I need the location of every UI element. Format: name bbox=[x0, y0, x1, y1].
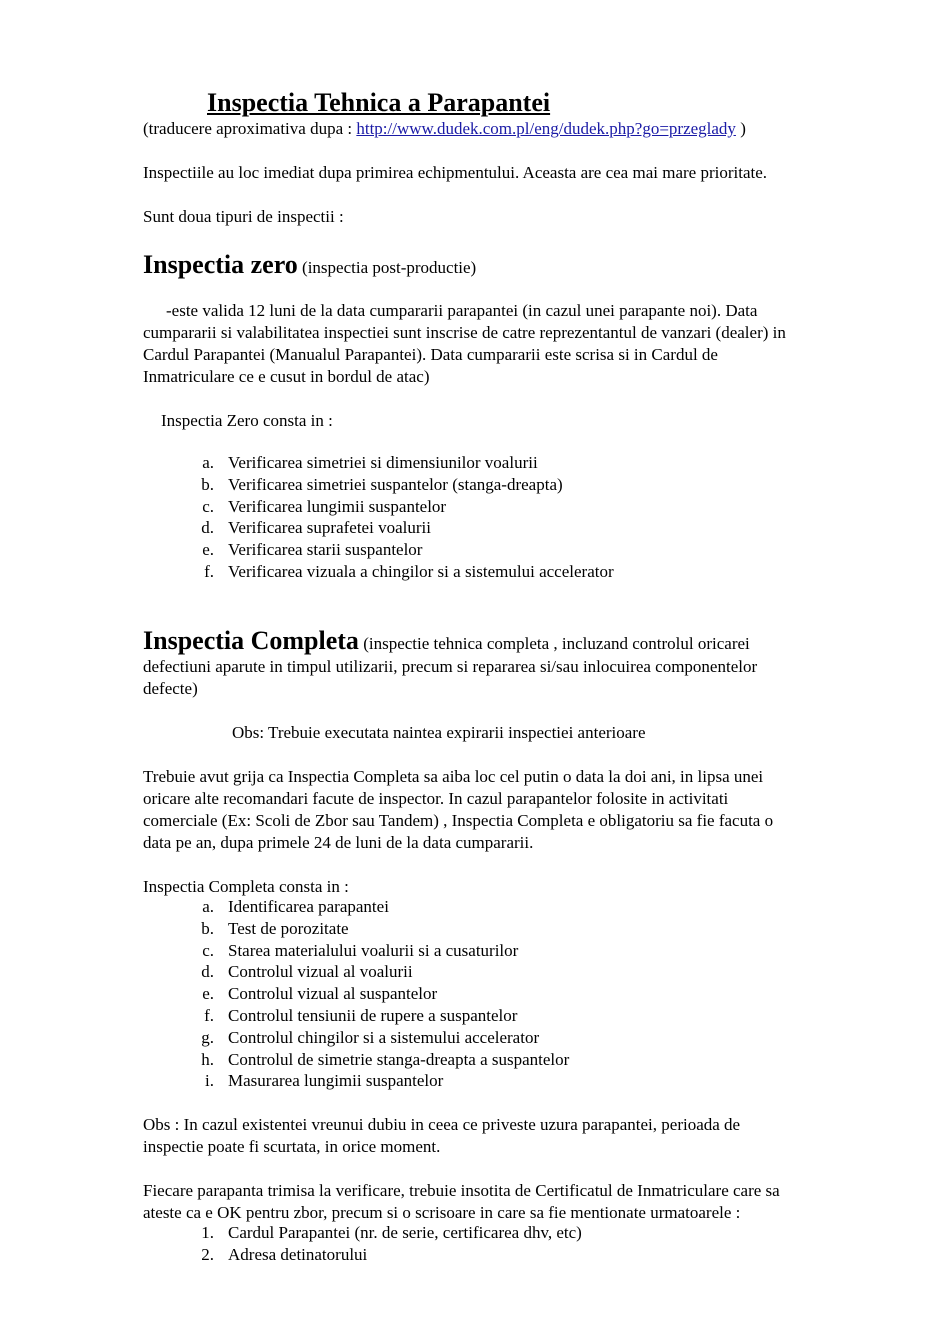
complete-consists-label: Inspectia Completa consta in : bbox=[143, 877, 349, 896]
list-text: Controlul tensiunii de rupere a suspantelor bbox=[228, 1005, 518, 1025]
zero-para-line: Inmatriculare ce e cusut in bordul de atac) bbox=[143, 367, 430, 386]
complete-para-line: oricare alte recomandari facute de inspector. In cazul parapantelor folosite in activitati bbox=[143, 789, 729, 808]
source-suffix: ) bbox=[740, 119, 746, 138]
list-marker: i. bbox=[205, 1071, 214, 1091]
intro-paragraph: Inspectiile au loc imediat dupa primirea echipmentului. Aceasta are cea mai mare prioritate. bbox=[143, 163, 768, 182]
source-link[interactable]: http://www.dudek.com.pl/eng/dudek.php?go=przeglady bbox=[356, 119, 736, 138]
list-marker: b. bbox=[201, 474, 214, 494]
complete-note-line: defectiuni aparute in timpul utilizarii, precum si repararea si/sau inlocuirea componentelor bbox=[143, 657, 758, 676]
source-line bbox=[143, 118, 746, 140]
list-marker: g. bbox=[201, 1027, 214, 1047]
list-text: Verificarea simetriei suspantelor (stanga-dreapta) bbox=[228, 474, 563, 494]
zero-heading-note: (inspectia post-productie) bbox=[297, 258, 477, 277]
complete-heading-line bbox=[143, 626, 750, 659]
list-marker: h. bbox=[201, 1049, 214, 1069]
shipping-line: Fiecare parapanta trimisa la verificare, trebuie insotita de Certificatul de Inmatriculare care sa bbox=[143, 1181, 780, 1200]
list-text: Starea materialului voalurii si a cusaturilor bbox=[228, 940, 519, 960]
list-text: Controlul vizual al voalurii bbox=[228, 962, 413, 982]
list-text: Controlul chingilor si a sistemului accelerator bbox=[228, 1027, 540, 1047]
zero-heading: Inspectia zero bbox=[143, 250, 298, 279]
source-prefix: (traducere aproximativa dupa : bbox=[143, 119, 357, 138]
list-text: Adresa detinatorului bbox=[228, 1244, 368, 1264]
list-marker: 2. bbox=[201, 1244, 214, 1264]
list-marker: 1. bbox=[201, 1223, 214, 1242]
complete-note-line: defecte) bbox=[143, 679, 198, 698]
list-text: Verificarea lungimii suspantelor bbox=[228, 496, 447, 516]
list-text: Identificarea parapantei bbox=[228, 897, 389, 916]
complete-obs: Obs: Trebuie executata naintea expirarii inspectiei anterioare bbox=[232, 723, 646, 742]
list-text: Controlul de simetrie stanga-dreapta a suspantelor bbox=[228, 1049, 570, 1069]
list-text: Test de porozitate bbox=[228, 918, 349, 938]
shipping-line: ateste ca e OK pentru zbor, precum si o scrisoare in care sa fie mentionate urmatoarele : bbox=[143, 1203, 741, 1222]
list-text: Verificarea simetriei si dimensiunilor voalurii bbox=[228, 453, 538, 472]
list-marker: f. bbox=[204, 1005, 214, 1025]
complete-para-line: data pe an, dupa primele 24 de luni de la data cumpararii. bbox=[143, 833, 534, 852]
list-marker: b. bbox=[201, 918, 214, 938]
list-marker: c. bbox=[202, 496, 214, 516]
list-text: Verificarea suprafetei voalurii bbox=[228, 518, 431, 538]
list-marker: c. bbox=[202, 940, 214, 960]
zero-para-line: -este valida 12 luni de la data cumpararii parapantei (in cazul unei parapante noi). Data bbox=[166, 301, 758, 320]
list-marker: a. bbox=[202, 453, 214, 472]
list-marker: e. bbox=[202, 984, 214, 1004]
complete-para-line: Trebuie avut grija ca Inspectia Completa sa aiba loc cel putin o data la doi ani, in lipsa unei bbox=[143, 767, 764, 786]
list-marker: a. bbox=[202, 897, 214, 916]
list-text: Cardul Parapantei (nr. de serie, certificarea dhv, etc) bbox=[228, 1223, 582, 1242]
zero-heading-line bbox=[143, 250, 476, 283]
list-marker: f. bbox=[204, 561, 214, 581]
list-marker: d. bbox=[201, 518, 214, 538]
complete-heading-note: (inspectie tehnica completa , incluzand controlul oricarei bbox=[358, 634, 750, 653]
obs2-line: Obs : In cazul existentei vreunui dubiu in ceea ce priveste uzura parapantei, perioada de bbox=[143, 1115, 741, 1134]
complete-para-line: comerciale (Ex: Scoli de Zbor sau Tandem) , Inspectia Completa e obligatoriu sa fie facuta o bbox=[143, 811, 774, 830]
list-text: Verificarea starii suspantelor bbox=[228, 540, 423, 560]
zero-consists-label: Inspectia Zero consta in : bbox=[161, 411, 333, 430]
list-text: Verificarea vizuala a chingilor si a sistemului accelerator bbox=[228, 561, 614, 581]
types-intro: Sunt doua tipuri de inspectii : bbox=[143, 207, 344, 226]
list-text: Masurarea lungimii suspantelor bbox=[228, 1071, 444, 1091]
document-title: Inspectia Tehnica a Parapantei bbox=[207, 88, 551, 117]
complete-heading: Inspectia Completa bbox=[143, 626, 359, 655]
list-marker: e. bbox=[202, 540, 214, 560]
list-marker: d. bbox=[201, 962, 214, 982]
zero-para-line: cumpararii si valabilitatea inspectiei sunt inscrise de catre reprezentantul de vanzari (dealer) in bbox=[143, 323, 786, 342]
zero-para-line: Cardul Parapantei (Manualul Parapantei). Data cumpararii este scrisa si in Cardul de bbox=[143, 345, 718, 364]
list-text: Controlul vizual al suspantelor bbox=[228, 984, 438, 1004]
obs2-line: inspectie poate fi scurtata, in orice moment. bbox=[143, 1137, 441, 1156]
